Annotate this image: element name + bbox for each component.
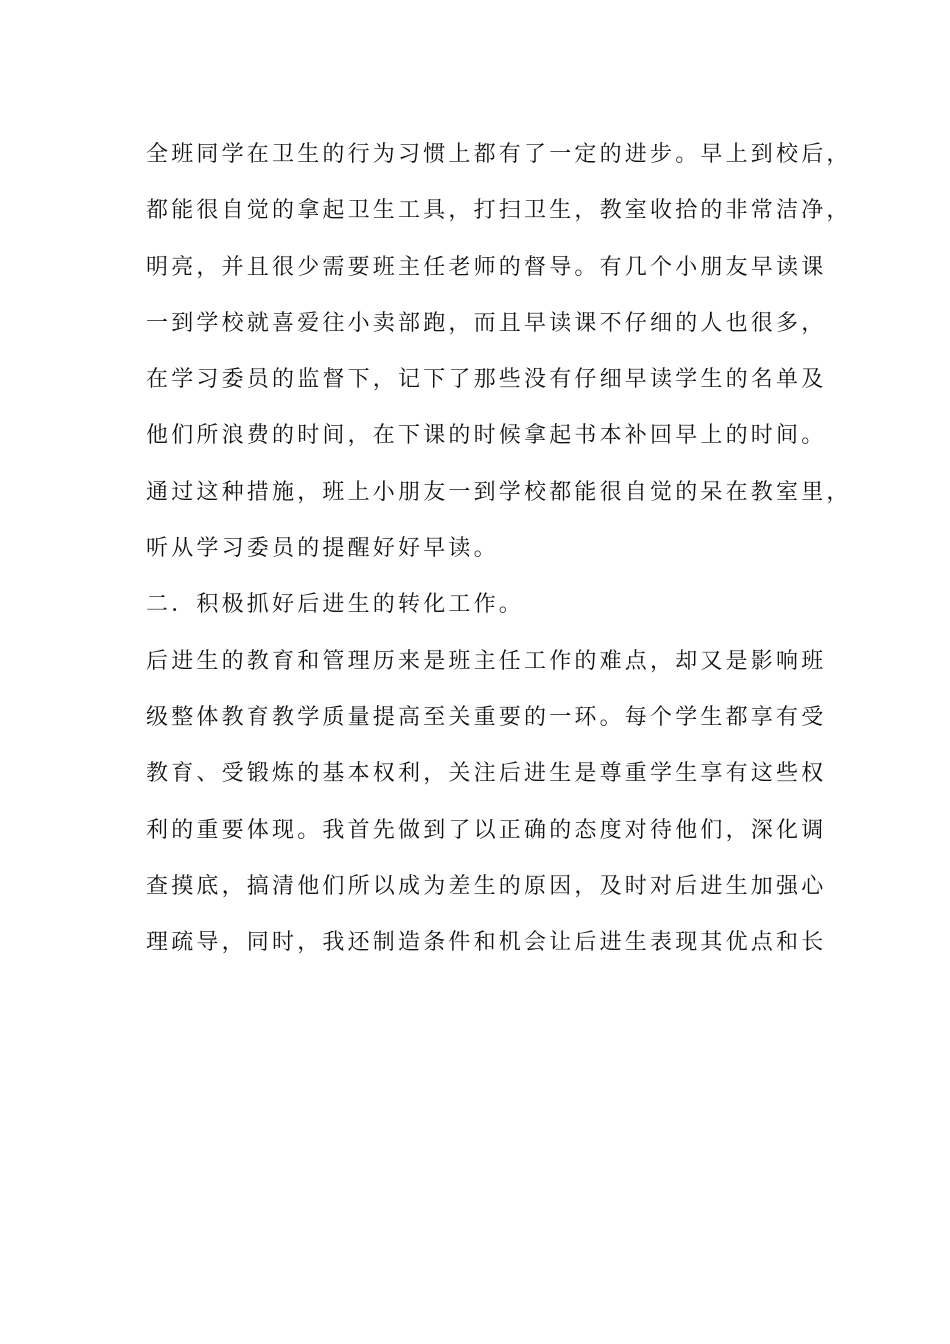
text-line: 在学习委员的监督下，记下了那些没有仔细早读学生的名单及 [146,367,827,393]
text-line: 明亮，并且很少需要班主任老师的督导。有几个小朋友早读课 [146,254,827,280]
text-line: 通过这种措施，班上小朋友一到学校都能很自觉的呆在教室里， [146,479,852,505]
text-line: 他们所浪费的时间，在下课的时候拿起书本补回早上的时间。 [146,423,827,449]
text-line: 查摸底，搞清他们所以成为差生的原因，及时对后进生加强心 [146,873,827,899]
text-line: 级整体教育教学质量提高至关重要的一环。每个学生都享有受 [146,704,827,730]
text-line: 后进生的教育和管理历来是班主任工作的难点，却又是影响班 [146,648,827,674]
text-line: 听从学习委员的提醒好好早读。 [146,536,499,562]
section-heading: 二．积极抓好后进生的转化工作。 [146,592,525,618]
text-line: 利的重要体现。我首先做到了以正确的态度对待他们，深化调 [146,817,827,843]
document-body [146,127,852,971]
text-line: 理疏导，同时，我还制造条件和机会让后进生表现其优点和长 [146,930,827,956]
text-line: 都能很自觉的拿起卫生工具，打扫卫生，教室收拾的非常洁净， [146,198,852,224]
text-line: 一到学校就喜爱往小卖部跑，而且早读课不仔细的人也很多， [146,310,827,336]
text-line: 全班同学在卫生的行为习惯上都有了一定的进步。早上到校后， [146,142,852,167]
text-line: 教育、受锻炼的基本权利，关注后进生是尊重学生享有这些权 [146,761,827,787]
